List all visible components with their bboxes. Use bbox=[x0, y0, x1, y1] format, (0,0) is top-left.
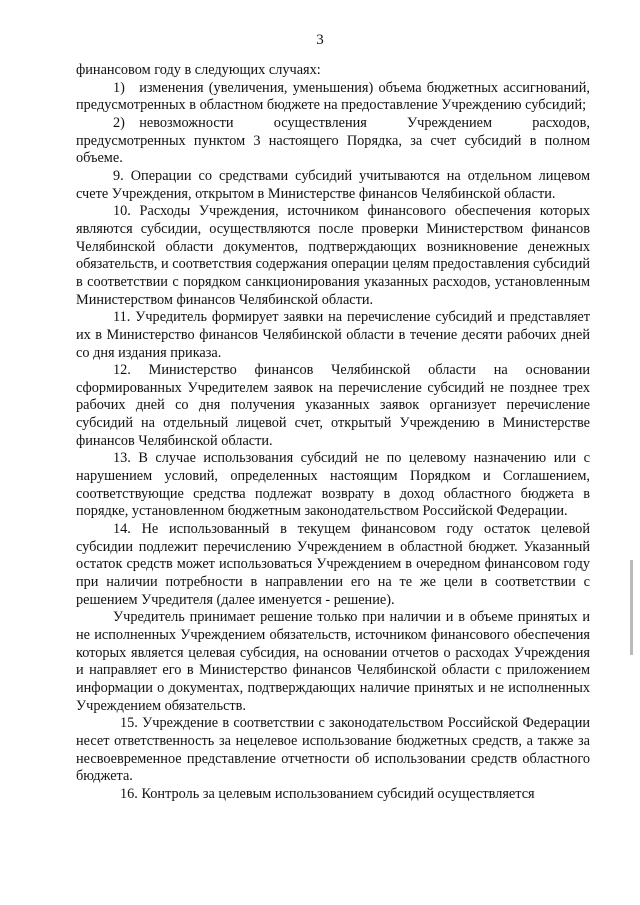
paragraph-14: 14. Не использованный в текущем финансовом году остаток целевой субсидии подлежит перечислению Учреждением в областной бюджет. Указанный остаток средств может использоваться Учреждением в очередном финансовом году при наличии потребности в направлении его на те же цели в соответствии с решением Учредителя (далее именуется - решение). bbox=[76, 521, 590, 608]
paragraph-11: 11. Учредитель формирует заявки на перечисление субсидий и представляет их в Министерство финансов Челябинской области в течение десяти рабочих дней со дня издания приказа. bbox=[76, 309, 590, 361]
paragraph-case-2: 2) невозможности осуществления Учреждением расходов, предусмотренных пунктом 3 настоящего Порядка, за счет субсидий в полном объеме. bbox=[76, 114, 590, 167]
paragraph-10: 10. Расходы Учреждения, источником финансового обеспечения которых являются субсидии, осуществляются после проверки Министерством финансов Челябинской области документов, подтверждающих возникновение денежных обязательств, и соответствия содержания операции целям предоставления субсидий в соответствии с порядком санкционирования указанных расходов, установленным Министерством финансов Челябинской области. bbox=[76, 203, 590, 308]
page-number: 3 bbox=[316, 32, 324, 48]
paragraph-12: 12. Министерство финансов Челябинской области на основании сформированных Учредителем заявок на перечисление субсидий не позднее трех рабочих дней со дня получения указанных заявок организует перечисление субсидий на отдельный лицевой счет, открытый Учреждению в Министерстве финансов Челябинской области. bbox=[76, 362, 590, 449]
paragraph-intro: финансовом году в следующих случаях: bbox=[76, 62, 321, 78]
paragraph-9: 9. Операции со средствами субсидий учитываются на отдельном лицевом счете Учреждения, открытом в Министерстве финансов Челябинской области. bbox=[76, 167, 590, 202]
document-body bbox=[76, 62, 590, 804]
paragraph-case-1: 1) изменения (увеличения, уменьшения) объема бюджетных ассигнований, предусмотренных в областном бюджете на предоставление Учреждению субсидий; bbox=[76, 79, 590, 114]
scan-edge-mark bbox=[630, 560, 633, 655]
paragraph-16: 16. Контроль за целевым использованием субсидий осуществляется bbox=[120, 785, 535, 802]
paragraph-13: 13. В случае использования субсидий не по целевому назначению или с нарушением условий, определенных настоящим Порядком и Соглашением, соответствующие средства подлежат возврату в доход областного бюджета в порядке, установленном бюджетным законодательством Российской Федерации. bbox=[76, 450, 590, 520]
paragraph-15: 15. Учреждение в соответствии с законодательством Российской Федерации несет ответственность за нецелевое использование бюджетных средств, а также за несвоевременное представление отчетности об использовании средств областного бюджета. bbox=[76, 715, 590, 785]
paragraph-14-decision: Учредитель принимает решение только при наличии и в объеме принятых и не исполненных Учреждением обязательств, источником финансового обеспечения которых является целевая субсидия, на основании отчетов о расходах Учреждения и направляет его в Министерство финансов Челябинской области с приложением информации о документах, подтверждающих наличие принятых и не исполненных Учреждением обязательств. bbox=[76, 609, 590, 714]
